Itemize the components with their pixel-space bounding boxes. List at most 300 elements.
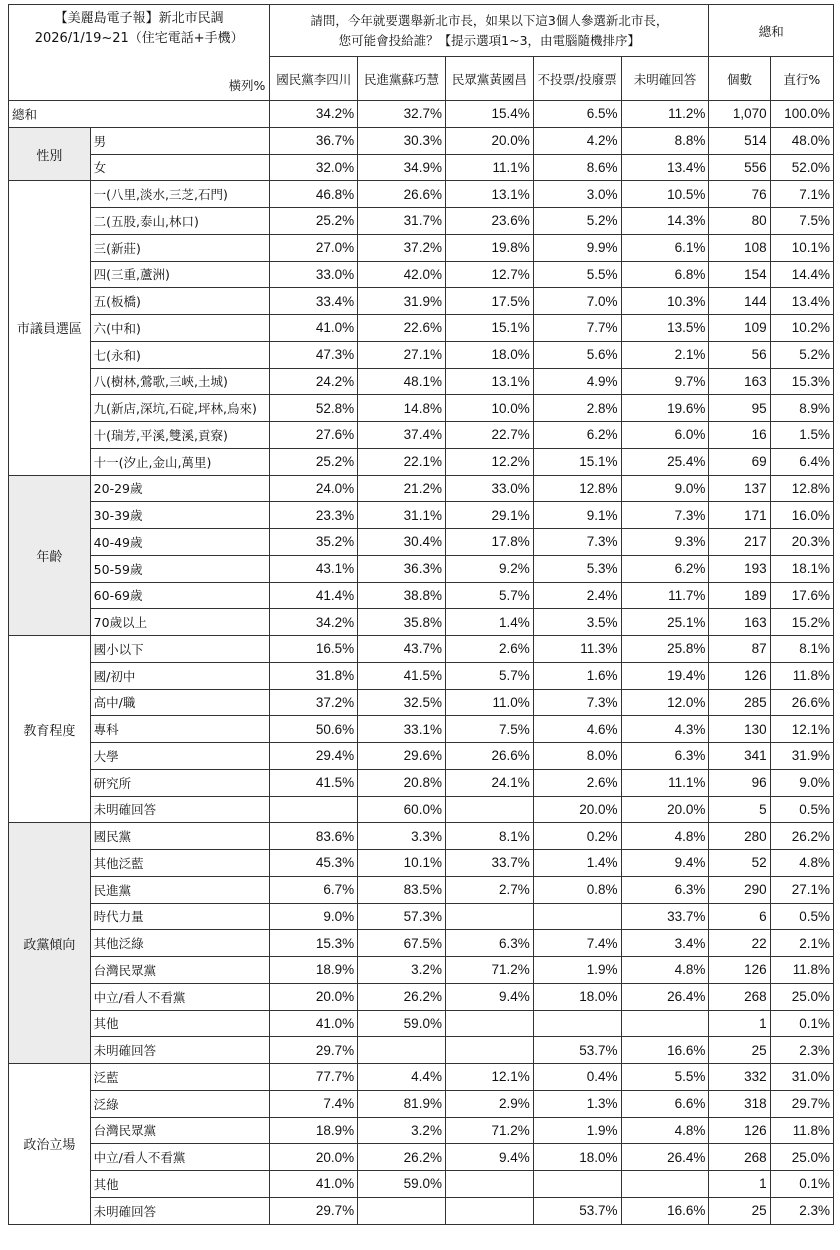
row-label: 七(永和)	[90, 341, 270, 368]
table-row	[9, 796, 834, 823]
table-cell: 16.5%	[270, 636, 358, 663]
table-cell: 3.3%	[358, 823, 446, 850]
table-cell: 48.0%	[770, 127, 833, 154]
table-row	[9, 315, 834, 342]
table-cell: 77.7%	[270, 1064, 358, 1091]
table-cell: 32.7%	[358, 101, 446, 128]
table-cell	[445, 1010, 533, 1037]
table-cell: 12.0%	[621, 689, 709, 716]
table-cell: 16	[709, 422, 770, 449]
table-cell: 33.0%	[445, 475, 533, 502]
table-row	[9, 261, 834, 288]
table-cell: 19.4%	[621, 662, 709, 689]
table-cell: 4.3%	[621, 716, 709, 743]
table-cell: 10.0%	[445, 395, 533, 422]
table-row	[9, 1144, 834, 1171]
column-header: 直行%	[770, 57, 833, 101]
table-cell: 1.9%	[533, 1117, 621, 1144]
table-cell: 26.6%	[445, 743, 533, 770]
table-cell: 11.7%	[621, 582, 709, 609]
table-cell: 83.6%	[270, 823, 358, 850]
table-cell: 31.1%	[358, 502, 446, 529]
table-cell: 1.3%	[533, 1090, 621, 1117]
table-cell: 3.5%	[533, 609, 621, 636]
table-cell: 29.4%	[270, 743, 358, 770]
table-cell	[270, 796, 358, 823]
table-cell: 5.2%	[770, 341, 833, 368]
table-cell: 1.9%	[533, 957, 621, 984]
column-header: 未明確回答	[621, 57, 709, 101]
survey-title-cell	[9, 5, 270, 101]
table-row	[9, 1171, 834, 1198]
table-row	[9, 716, 834, 743]
table-row	[9, 529, 834, 556]
table-row	[9, 1117, 834, 1144]
table-cell: 6.8%	[621, 261, 709, 288]
table-row	[9, 903, 834, 930]
table-cell: 45.3%	[270, 850, 358, 877]
table-cell	[533, 1171, 621, 1198]
table-row	[9, 876, 834, 903]
table-cell: 14.8%	[358, 395, 446, 422]
table-cell: 20.0%	[270, 983, 358, 1010]
table-cell: 7.3%	[533, 689, 621, 716]
table-cell: 9.9%	[533, 234, 621, 261]
row-label: 十(瑞芳,平溪,雙溪,貢寮)	[90, 422, 270, 449]
table-cell: 29.7%	[270, 1037, 358, 1064]
table-cell: 11.1%	[621, 769, 709, 796]
table-cell: 25.2%	[270, 208, 358, 235]
row-label: 其他泛藍	[90, 850, 270, 877]
table-cell: 34.2%	[270, 609, 358, 636]
row-label: 專科	[90, 716, 270, 743]
table-cell: 8.1%	[445, 823, 533, 850]
row-label: 二(五股,泰山,林口)	[90, 208, 270, 235]
row-label: 台灣民眾黨	[90, 957, 270, 984]
row-label: 其他	[90, 1171, 270, 1198]
table-cell: 11.8%	[770, 1117, 833, 1144]
row-label: 60-69歲	[90, 582, 270, 609]
table-cell: 341	[709, 743, 770, 770]
table-cell: 126	[709, 957, 770, 984]
table-cell: 83.5%	[358, 876, 446, 903]
table-cell	[445, 1197, 533, 1224]
table-cell: 26.6%	[358, 181, 446, 208]
table-cell: 41.5%	[270, 769, 358, 796]
table-cell	[621, 1010, 709, 1037]
table-cell: 3.2%	[358, 957, 446, 984]
table-cell: 6.7%	[270, 876, 358, 903]
table-cell: 5.6%	[533, 341, 621, 368]
table-cell: 11.0%	[445, 689, 533, 716]
table-cell: 43.7%	[358, 636, 446, 663]
table-row	[9, 1037, 834, 1064]
table-cell: 30.4%	[358, 529, 446, 556]
table-cell: 3.4%	[621, 930, 709, 957]
group-label: 年齡	[9, 475, 91, 636]
table-cell: 27.0%	[270, 234, 358, 261]
table-cell: 9.1%	[533, 502, 621, 529]
table-cell: 53.7%	[533, 1037, 621, 1064]
table-cell: 9.0%	[770, 769, 833, 796]
table-cell: 29.7%	[770, 1090, 833, 1117]
table-cell: 34.9%	[358, 154, 446, 181]
table-cell: 13.4%	[770, 288, 833, 315]
table-cell: 26.2%	[358, 983, 446, 1010]
table-cell: 13.4%	[621, 154, 709, 181]
table-cell	[621, 1171, 709, 1198]
table-cell: 20.0%	[533, 796, 621, 823]
table-cell: 6.6%	[621, 1090, 709, 1117]
table-row	[9, 555, 834, 582]
table-cell: 9.3%	[621, 529, 709, 556]
table-cell: 35.2%	[270, 529, 358, 556]
table-cell: 8.6%	[533, 154, 621, 181]
row-label: 時代力量	[90, 903, 270, 930]
table-cell: 4.4%	[358, 1064, 446, 1091]
table-cell: 193	[709, 555, 770, 582]
table-cell: 41.0%	[270, 315, 358, 342]
total-row	[9, 101, 834, 128]
table-cell: 22.1%	[358, 448, 446, 475]
table-cell	[445, 796, 533, 823]
table-cell: 6.5%	[533, 101, 621, 128]
table-cell: 17.8%	[445, 529, 533, 556]
table-row	[9, 154, 834, 181]
table-cell: 20.0%	[270, 1144, 358, 1171]
table-cell: 154	[709, 261, 770, 288]
row-label: 未明確回答	[90, 796, 270, 823]
row-label: 30-39歲	[90, 502, 270, 529]
table-cell: 18.9%	[270, 1117, 358, 1144]
row-label: 高中/職	[90, 689, 270, 716]
table-cell: 108	[709, 234, 770, 261]
group-label: 市議員選區	[9, 181, 91, 475]
table-cell: 8.9%	[770, 395, 833, 422]
table-cell: 33.7%	[445, 850, 533, 877]
table-cell: 24.0%	[270, 475, 358, 502]
table-cell: 144	[709, 288, 770, 315]
table-cell: 47.3%	[270, 341, 358, 368]
table-cell: 25.8%	[621, 636, 709, 663]
table-cell: 10.2%	[770, 315, 833, 342]
table-cell: 38.8%	[358, 582, 446, 609]
table-cell: 15.4%	[445, 101, 533, 128]
table-cell: 0.5%	[770, 903, 833, 930]
table-cell: 130	[709, 716, 770, 743]
table-cell: 80	[709, 208, 770, 235]
row-label: 中立/看人不看黨	[90, 1144, 270, 1171]
table-row	[9, 609, 834, 636]
table-cell: 100.0%	[770, 101, 833, 128]
table-cell: 5.7%	[445, 662, 533, 689]
table-cell: 59.0%	[358, 1010, 446, 1037]
table-cell: 48.1%	[358, 368, 446, 395]
table-row	[9, 1010, 834, 1037]
table-cell: 76	[709, 181, 770, 208]
table-cell: 6.2%	[621, 555, 709, 582]
row-label: 三(新莊)	[90, 234, 270, 261]
table-cell: 0.8%	[533, 876, 621, 903]
table-cell: 5.3%	[533, 555, 621, 582]
table-cell: 2.1%	[621, 341, 709, 368]
table-cell: 9.0%	[621, 475, 709, 502]
table-row	[9, 930, 834, 957]
table-cell: 30.3%	[358, 127, 446, 154]
table-cell: 7.5%	[770, 208, 833, 235]
row-label: 泛綠	[90, 1090, 270, 1117]
table-row	[9, 502, 834, 529]
table-cell: 12.8%	[770, 475, 833, 502]
table-cell: 20.3%	[770, 529, 833, 556]
table-cell: 81.9%	[358, 1090, 446, 1117]
table-cell: 14.4%	[770, 261, 833, 288]
table-cell: 5.5%	[621, 1064, 709, 1091]
table-cell: 0.5%	[770, 796, 833, 823]
table-cell: 15.1%	[445, 315, 533, 342]
table-cell: 2.8%	[533, 395, 621, 422]
table-cell: 27.1%	[358, 341, 446, 368]
table-cell: 16.6%	[621, 1037, 709, 1064]
table-cell: 10.5%	[621, 181, 709, 208]
table-cell: 32.5%	[358, 689, 446, 716]
table-cell: 7.3%	[533, 529, 621, 556]
table-cell: 6.3%	[621, 743, 709, 770]
table-cell: 16.6%	[621, 1197, 709, 1224]
table-cell: 33.7%	[621, 903, 709, 930]
table-cell: 26.6%	[770, 689, 833, 716]
table-row	[9, 1064, 834, 1091]
table-cell: 31.0%	[770, 1064, 833, 1091]
table-cell: 59.0%	[358, 1171, 446, 1198]
column-header: 國民黨李四川	[270, 57, 358, 101]
table-cell: 15.1%	[533, 448, 621, 475]
table-row	[9, 1197, 834, 1224]
row-label: 六(中和)	[90, 315, 270, 342]
table-cell: 137	[709, 475, 770, 502]
table-cell: 514	[709, 127, 770, 154]
table-cell: 2.6%	[445, 636, 533, 663]
table-cell: 71.2%	[445, 957, 533, 984]
table-cell: 1	[709, 1171, 770, 1198]
table-row	[9, 983, 834, 1010]
table-cell: 11.1%	[445, 154, 533, 181]
table-cell: 33.0%	[270, 261, 358, 288]
table-cell: 37.4%	[358, 422, 446, 449]
table-cell: 11.8%	[770, 662, 833, 689]
table-cell: 29.6%	[358, 743, 446, 770]
row-label: 五(板橋)	[90, 288, 270, 315]
table-cell: 46.8%	[270, 181, 358, 208]
table-cell: 285	[709, 689, 770, 716]
table-cell: 4.2%	[533, 127, 621, 154]
table-cell: 14.3%	[621, 208, 709, 235]
table-cell: 332	[709, 1064, 770, 1091]
table-cell: 33.1%	[358, 716, 446, 743]
table-cell: 2.9%	[445, 1090, 533, 1117]
table-cell: 7.4%	[270, 1090, 358, 1117]
table-row	[9, 234, 834, 261]
table-cell: 33.4%	[270, 288, 358, 315]
table-cell: 2.6%	[533, 769, 621, 796]
table-cell: 29.7%	[270, 1197, 358, 1224]
table-cell: 0.1%	[770, 1010, 833, 1037]
table-cell: 27.6%	[270, 422, 358, 449]
table-cell: 26.4%	[621, 1144, 709, 1171]
table-cell: 13.1%	[445, 181, 533, 208]
table-cell: 3.2%	[358, 1117, 446, 1144]
table-cell: 31.8%	[270, 662, 358, 689]
table-cell: 9.4%	[445, 983, 533, 1010]
table-cell: 17.6%	[770, 582, 833, 609]
table-cell: 268	[709, 983, 770, 1010]
column-header: 民進黨蘇巧慧	[358, 57, 446, 101]
table-cell: 23.3%	[270, 502, 358, 529]
table-cell: 6.3%	[621, 876, 709, 903]
row-label: 台灣民眾黨	[90, 1117, 270, 1144]
table-cell: 31.9%	[770, 743, 833, 770]
table-cell: 41.0%	[270, 1171, 358, 1198]
row-label: 十一(汐止,金山,萬里)	[90, 448, 270, 475]
table-cell: 171	[709, 502, 770, 529]
table-cell: 18.0%	[533, 1144, 621, 1171]
table-cell: 8.8%	[621, 127, 709, 154]
total-row-label: 總和	[9, 101, 270, 128]
table-cell: 1,070	[709, 101, 770, 128]
row-label: 國民黨	[90, 823, 270, 850]
table-cell: 53.7%	[533, 1197, 621, 1224]
table-cell: 1.4%	[533, 850, 621, 877]
table-row	[9, 475, 834, 502]
table-cell: 22	[709, 930, 770, 957]
row-label: 女	[90, 154, 270, 181]
table-cell	[358, 1197, 446, 1224]
total-header: 總和	[709, 5, 834, 57]
table-cell: 50.6%	[270, 716, 358, 743]
table-cell: 2.3%	[770, 1037, 833, 1064]
table-cell: 15.3%	[770, 368, 833, 395]
table-cell: 15.2%	[770, 609, 833, 636]
table-cell: 69	[709, 448, 770, 475]
table-cell: 268	[709, 1144, 770, 1171]
table-cell: 7.5%	[445, 716, 533, 743]
table-cell: 109	[709, 315, 770, 342]
table-cell: 36.3%	[358, 555, 446, 582]
table-cell: 71.2%	[445, 1117, 533, 1144]
table-cell: 217	[709, 529, 770, 556]
table-cell: 1.5%	[770, 422, 833, 449]
table-cell: 18.9%	[270, 957, 358, 984]
table-cell: 31.7%	[358, 208, 446, 235]
table-cell: 26.2%	[358, 1144, 446, 1171]
table-cell: 9.7%	[621, 368, 709, 395]
table-cell: 34.2%	[270, 101, 358, 128]
table-cell: 25.4%	[621, 448, 709, 475]
table-cell	[445, 1171, 533, 1198]
table-row	[9, 957, 834, 984]
table-cell: 12.1%	[445, 1064, 533, 1091]
table-cell: 10.3%	[621, 288, 709, 315]
table-cell: 12.2%	[445, 448, 533, 475]
table-cell: 67.5%	[358, 930, 446, 957]
table-cell	[533, 903, 621, 930]
table-row	[9, 823, 834, 850]
table-cell: 6.1%	[621, 234, 709, 261]
table-cell: 57.3%	[358, 903, 446, 930]
table-cell: 6.2%	[533, 422, 621, 449]
table-cell: 18.0%	[445, 341, 533, 368]
table-cell: 37.2%	[358, 234, 446, 261]
table-cell: 2.7%	[445, 876, 533, 903]
table-cell: 60.0%	[358, 796, 446, 823]
table-cell: 12.7%	[445, 261, 533, 288]
table-cell: 6	[709, 903, 770, 930]
table-cell: 4.8%	[621, 1117, 709, 1144]
table-row	[9, 127, 834, 154]
row-label: 50-59歲	[90, 555, 270, 582]
table-cell: 10.1%	[770, 234, 833, 261]
table-cell: 31.9%	[358, 288, 446, 315]
table-cell: 5	[709, 796, 770, 823]
table-cell: 37.2%	[270, 689, 358, 716]
survey-date: 2026/1/19~21（住宅電話+手機）	[34, 31, 244, 46]
row-label: 大學	[90, 743, 270, 770]
table-cell: 318	[709, 1090, 770, 1117]
table-cell: 15.3%	[270, 930, 358, 957]
table-cell: 22.6%	[358, 315, 446, 342]
table-cell: 7.3%	[621, 502, 709, 529]
table-cell: 19.6%	[621, 395, 709, 422]
table-cell	[445, 903, 533, 930]
table-cell: 96	[709, 769, 770, 796]
table-cell: 163	[709, 368, 770, 395]
crosstab-table	[8, 4, 834, 1225]
table-cell: 25	[709, 1197, 770, 1224]
table-cell: 23.6%	[445, 208, 533, 235]
table-cell: 25.1%	[621, 609, 709, 636]
row-label: 40-49歲	[90, 529, 270, 556]
table-cell: 56	[709, 341, 770, 368]
table-cell: 9.4%	[621, 850, 709, 877]
table-cell: 52.8%	[270, 395, 358, 422]
table-cell: 5.5%	[533, 261, 621, 288]
table-row	[9, 208, 834, 235]
table-cell	[533, 1010, 621, 1037]
table-cell: 20.0%	[445, 127, 533, 154]
table-cell: 20.0%	[621, 796, 709, 823]
table-cell: 0.1%	[770, 1171, 833, 1198]
table-cell: 163	[709, 609, 770, 636]
table-row	[9, 850, 834, 877]
table-cell: 6.0%	[621, 422, 709, 449]
row-label: 男	[90, 127, 270, 154]
table-cell: 126	[709, 1117, 770, 1144]
table-cell: 4.9%	[533, 368, 621, 395]
table-cell: 9.0%	[270, 903, 358, 930]
table-cell: 26.4%	[621, 983, 709, 1010]
table-cell: 1	[709, 1010, 770, 1037]
row-label: 其他泛綠	[90, 930, 270, 957]
table-row	[9, 689, 834, 716]
row-label: 國/初中	[90, 662, 270, 689]
table-cell: 6.3%	[445, 930, 533, 957]
table-row	[9, 582, 834, 609]
table-cell: 35.8%	[358, 609, 446, 636]
table-cell: 25	[709, 1037, 770, 1064]
table-cell: 24.2%	[270, 368, 358, 395]
row-label: 民進黨	[90, 876, 270, 903]
table-cell: 5.2%	[533, 208, 621, 235]
